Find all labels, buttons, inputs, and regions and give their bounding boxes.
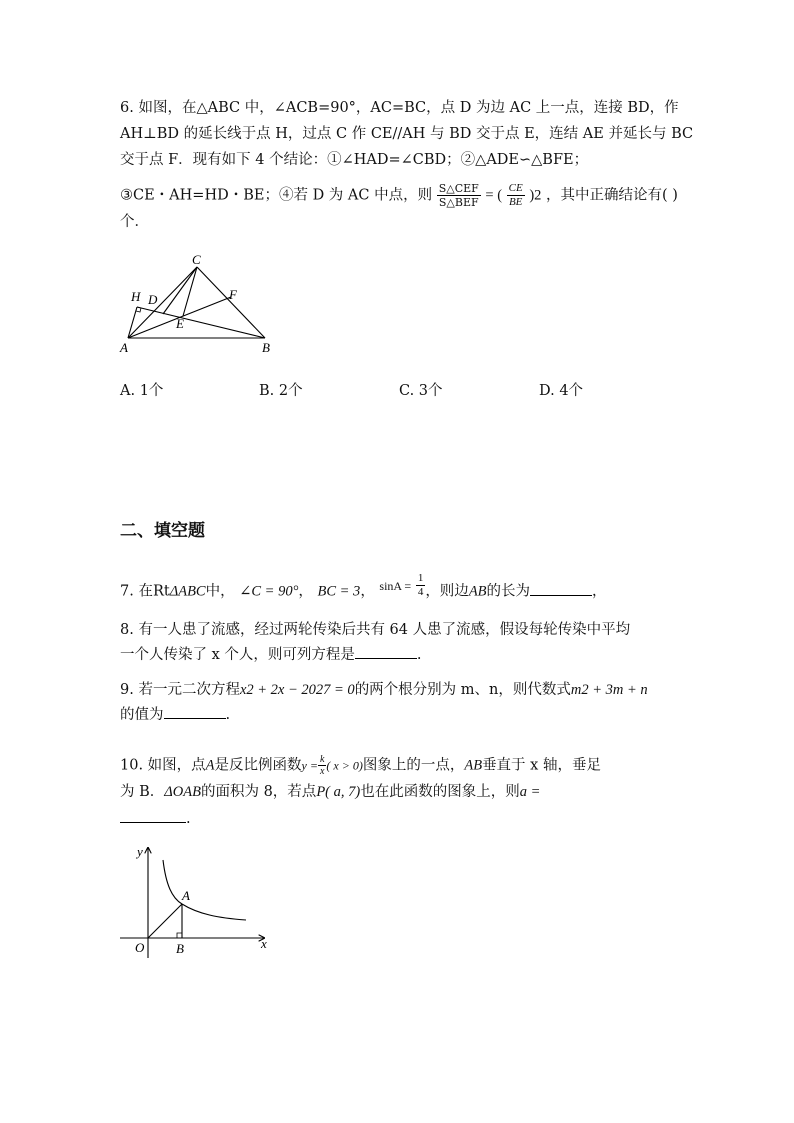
q10-line-2a: 为 B． — [120, 784, 165, 800]
q7-t10: ， — [592, 583, 607, 600]
q10-line-2b: 的面积为 8，若点 — [200, 784, 317, 800]
q10-mid1: 是反比例函数 — [214, 757, 302, 774]
q7-sin: sinA = — [379, 578, 412, 593]
q8-line-2-end: . — [416, 647, 422, 663]
label-b: B — [262, 340, 270, 355]
q7-t2: 中， — [205, 583, 235, 600]
q7-sin-num: 1 — [417, 572, 424, 584]
label-f: F — [229, 287, 237, 302]
segment-bh — [137, 307, 265, 338]
q6-triangle-figure — [115, 250, 285, 360]
label-o: O — [135, 940, 145, 955]
segment-cb — [197, 267, 265, 338]
section-title: 二、填空题 — [120, 521, 205, 541]
q10-line-2c: 也在此函数的图象上，则 — [360, 784, 520, 800]
q6-equals: = ( — [485, 187, 503, 204]
q6-line-5: 个． — [120, 214, 149, 230]
label-h: H — [131, 289, 141, 304]
q8-line-2-text: 一个人传染了 x 个人，则可列方程是 — [120, 647, 355, 663]
q8-line-1: 8. 有一人患了流感，经过两轮传染后共有 64 人患了流感，假设每轮传染中平均 — [120, 622, 631, 638]
q6-frac-numerator: S△CEF — [438, 182, 479, 195]
q10-line-1 — [120, 754, 601, 777]
label-b: B — [176, 941, 184, 956]
q7-t7: ，则边 — [425, 583, 469, 600]
q10-mid3: 垂直于 x 轴，垂足 — [482, 757, 601, 774]
q10-triangle: ΔOAB — [164, 784, 201, 800]
q10-ab: AB — [464, 757, 483, 774]
q10-line-3 — [120, 808, 191, 829]
label-a: A — [120, 340, 128, 355]
label-a: A — [182, 888, 190, 903]
q7-line — [120, 572, 607, 605]
q6-frac-denominator: S△BEF — [438, 196, 479, 209]
q10-point-a: A — [205, 757, 215, 774]
q7-t9: 的长为 — [486, 583, 531, 600]
q6-line-3: 交于点 F．现有如下 4 个结论：①∠HAD=∠CBD；②△ADE∽△BFE； — [120, 152, 589, 168]
q6-line-1: 6. 如图，在△ABC 中，∠ACB=90°，AC=BC，点 D 为边 AC 上一点，连接 BD，作 — [120, 100, 679, 116]
q10-a-var: a = — [519, 784, 541, 800]
q8-line-2 — [120, 644, 422, 665]
q7-prefix: 7. 在Rt — [120, 583, 170, 600]
label-y: y — [137, 844, 143, 859]
q6-square: )2 — [529, 187, 542, 204]
q6-frac2-numerator: CE — [508, 182, 523, 194]
q7-bc: BC = 3 — [317, 583, 361, 600]
q10-point-p: P( a, 7) — [316, 784, 361, 800]
q10-answer-blank[interactable] — [120, 808, 186, 823]
q10-graph-figure — [118, 840, 278, 960]
q10-func-den: x — [319, 766, 325, 777]
q6-line-4-end: ，其中正确结论有( ) — [546, 187, 678, 204]
q7-triangle: ΔABC — [169, 583, 206, 600]
q9-prefix: 9. 若一元二次方程 — [120, 682, 240, 698]
q9-equation: x2 + 2x − 2027 = 0 — [239, 682, 355, 698]
q10-line-3-end: . — [186, 811, 191, 827]
q6-line-4 — [120, 182, 678, 209]
q6-option-d: D. 4个 — [539, 383, 584, 399]
q10-mid2: 图象上的一点， — [362, 757, 465, 774]
q10-func-cond: ( x > 0) — [326, 758, 363, 773]
q6-area-ratio-fraction — [437, 182, 481, 209]
q7-t4: ， — [298, 583, 313, 600]
segment-cd-extra — [163, 267, 197, 314]
q9-mid: 的两个根分别为 m、n，则代数式 — [354, 682, 571, 698]
q10-line-2 — [120, 782, 540, 802]
q7-sin-den: 4 — [417, 586, 424, 598]
q6-option-a: A. 1个 — [120, 383, 164, 399]
q6-line-2: AH⊥BD 的延长线于点 H，过点 C 作 CE//AH 与 BD 交于点 E，连结 AE 并延长与 BC — [120, 126, 694, 142]
q7-sin-fraction — [416, 572, 426, 599]
label-e: E — [176, 316, 184, 331]
q6-ce-be-fraction — [507, 182, 525, 209]
label-x: x — [261, 936, 267, 951]
q9-expression: m2 + 3m + n — [570, 682, 648, 698]
q6-option-c: C. 3个 — [399, 383, 443, 399]
right-angle-mark-b — [177, 933, 182, 938]
q10-prefix: 10. 如图，点 — [120, 757, 206, 774]
label-d: D — [148, 292, 158, 307]
q6-line-4-text: ③CE・AH=HD・BE；④若 D 为 AC 中点，则 — [120, 187, 433, 204]
q6-frac2-denominator: BE — [508, 196, 523, 208]
q9-line-1 — [120, 680, 648, 700]
q8-answer-blank[interactable] — [355, 644, 417, 659]
q7-answer-blank[interactable] — [530, 581, 592, 596]
q6-option-b: B. 2个 — [259, 383, 303, 399]
q7-ab: AB — [468, 583, 487, 600]
q7-angle: ∠C = 90° — [239, 583, 299, 600]
q9-answer-blank[interactable] — [164, 704, 226, 719]
q9-line-2-text: 的值为 — [120, 707, 164, 723]
q9-line-2-end: . — [225, 707, 231, 723]
q7-t6: ， — [360, 583, 375, 600]
q10-func-num: k — [319, 754, 325, 765]
q9-line-2 — [120, 704, 230, 725]
label-c: C — [192, 252, 201, 267]
q10-func-lhs: y = — [301, 758, 318, 773]
